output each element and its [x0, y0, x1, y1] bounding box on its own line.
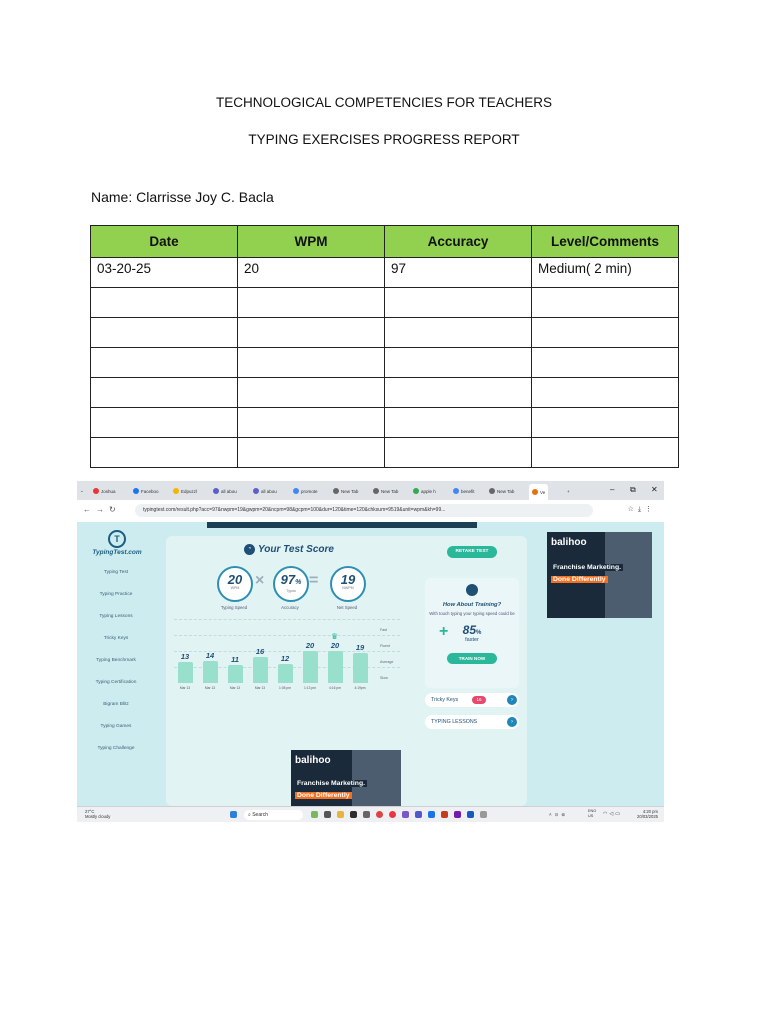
- teams-icon[interactable]: [415, 811, 422, 818]
- sidebar-item[interactable]: Typing Games: [100, 724, 132, 729]
- table-row: [91, 288, 679, 318]
- ad-banner-bottom[interactable]: balihoo Franchise Marketing. Done Differently: [291, 750, 401, 806]
- url-field[interactable]: typingtest.com/result.php?acc=97&nwpm=19&gwpm=20&ncpm=98&gcpm=100&dur=120&time=120&chksum=9519&unit=wpm&kh=99...: [135, 504, 593, 517]
- grid-line: [174, 619, 400, 620]
- document-subtitle: TYPING EXERCISES PROGRESS REPORT: [248, 132, 520, 147]
- bar-value-label: 12: [280, 653, 290, 663]
- arrow-right-icon: ›: [507, 695, 517, 705]
- arrow-right-icon: ›: [507, 717, 517, 727]
- table-header-row: [91, 226, 679, 258]
- table-cell: [91, 348, 238, 378]
- table-row: [91, 348, 679, 378]
- chrome-icon[interactable]: [389, 811, 396, 818]
- folder-icon[interactable]: [337, 811, 344, 818]
- x-tick-label: 4:16 pm: [329, 686, 341, 690]
- sidebar-item[interactable]: Typing Challenge: [97, 746, 135, 751]
- x-tick-label: Mar 13: [254, 686, 266, 690]
- x-tick-label: 4:19pm: [354, 686, 366, 690]
- taskbar-search[interactable]: ⌕ Search: [244, 810, 303, 820]
- favicon-icon: [293, 488, 299, 494]
- onenote-icon[interactable]: [454, 811, 461, 818]
- tab-list-icon[interactable]: ⌄: [80, 488, 84, 493]
- net-speed-circle: 19 NWPM: [330, 566, 366, 602]
- favicon-icon: [93, 488, 99, 494]
- powerpoint-icon[interactable]: [441, 811, 448, 818]
- wifi-volume-battery-icon[interactable]: ◠◁▭: [603, 811, 622, 817]
- table-cell: [238, 318, 385, 348]
- progress-table: [90, 225, 679, 468]
- x-tick-label: 1:13 pm: [304, 686, 316, 690]
- browser-tab[interactable]: New Tab: [333, 485, 358, 497]
- chart-bar: [253, 657, 268, 683]
- browser-tab[interactable]: Joshua: [93, 485, 116, 497]
- table-cell: [91, 318, 238, 348]
- bar-value-label: 11: [231, 655, 239, 665]
- table-cell: [385, 438, 532, 468]
- retake-test-button[interactable]: RETAKE TEST: [447, 546, 497, 558]
- train-now-button[interactable]: TRAIN NOW: [447, 653, 497, 664]
- sidebar-item[interactable]: Typing Benchmark: [96, 658, 136, 663]
- taskbar-app-icon[interactable]: [402, 811, 409, 818]
- browser-tab[interactable]: benefit: [453, 485, 475, 497]
- typing-speed-circle: 20 WPM: [217, 566, 253, 602]
- taskbar-app-icon[interactable]: [480, 811, 487, 818]
- sidebar-item[interactable]: Typing Test: [103, 570, 129, 575]
- tricky-keys-link[interactable]: Tricky Keys 16 ›: [425, 693, 519, 707]
- table-cell: 97: [385, 258, 532, 288]
- header-accuracy: Accuracy: [385, 226, 532, 258]
- taskbar: [77, 806, 664, 822]
- toolbar-icons[interactable]: ☆⤓⋮: [627, 506, 656, 513]
- taskbar-app-icon[interactable]: [350, 811, 357, 818]
- chrome-icon[interactable]: [376, 811, 383, 818]
- chart-bar: [353, 653, 368, 683]
- table-cell: [532, 408, 679, 438]
- bar-value-label: 20: [330, 641, 340, 650]
- table-cell: [238, 348, 385, 378]
- chart-bar: [228, 665, 243, 683]
- favicon-icon: [413, 488, 419, 494]
- favicon-icon: [333, 488, 339, 494]
- favicon-icon: [213, 488, 219, 494]
- tab-bar: [77, 481, 664, 500]
- system-tray[interactable]: ˄⊙⊚: [549, 812, 569, 817]
- x-tick-label: 1:08 pm: [279, 686, 291, 690]
- accuracy-label: Accuracy: [281, 605, 299, 610]
- student-name: Name: Clarrisse Joy C. Bacla: [91, 189, 274, 205]
- level-label: Slow: [380, 676, 388, 680]
- bar-value-label: 13: [180, 652, 190, 662]
- typing-speed-label: Typing Speed: [220, 605, 248, 610]
- favicon-icon: [453, 488, 459, 494]
- table-cell: 03-20-25: [91, 258, 238, 288]
- table-cell: [532, 438, 679, 468]
- chart-bar: [278, 664, 293, 683]
- bar-value-label: 16: [255, 647, 265, 657]
- chart-bar: [178, 662, 193, 683]
- table-row: [91, 318, 679, 348]
- close-icon[interactable]: ✕: [651, 485, 658, 494]
- table-cell: [238, 378, 385, 408]
- outlook-icon[interactable]: [428, 811, 435, 818]
- level-label: Fluent: [380, 644, 390, 648]
- browser-tab[interactable]: all abou: [253, 485, 277, 497]
- table-row: [91, 258, 679, 288]
- table-row: [91, 378, 679, 408]
- table-row: [91, 438, 679, 468]
- nav-buttons[interactable]: ←→↻: [83, 505, 121, 514]
- taskbar-app-icon[interactable]: [324, 811, 331, 818]
- grid-line: [174, 635, 400, 636]
- weather-widget[interactable]: 27°C Mostly cloudy: [85, 809, 111, 819]
- header-wpm: WPM: [238, 226, 385, 258]
- plus-icon: +: [439, 623, 449, 640]
- header-strip: [207, 522, 477, 528]
- chart-bar: [203, 661, 218, 683]
- equals-icon: =: [309, 572, 319, 589]
- browser-tab[interactable]: New Tab: [489, 485, 514, 497]
- table-cell: [91, 438, 238, 468]
- tricky-keys-badge: 16: [472, 696, 486, 704]
- bar-value-label: 19: [355, 642, 365, 652]
- taskbar-app-icon[interactable]: [363, 811, 370, 818]
- new-tab-icon[interactable]: +: [567, 488, 570, 494]
- table-cell: [238, 408, 385, 438]
- document-title: TECHNOLOGICAL COMPETENCIES FOR TEACHERS: [215, 95, 553, 110]
- browser-tab[interactable]: New Tab: [373, 485, 398, 497]
- restore-icon[interactable]: ⧉: [630, 485, 636, 494]
- table-cell: [532, 348, 679, 378]
- x-tick-label: Mar 13: [179, 686, 191, 690]
- browser-tab[interactable]: all abou: [213, 485, 237, 497]
- level-label: Fast: [380, 628, 387, 632]
- table-cell: [385, 318, 532, 348]
- table-cell: [385, 348, 532, 378]
- browser-screenshot: [77, 481, 664, 822]
- accuracy-circle: 97% Typos: [273, 566, 309, 602]
- table-cell: [385, 288, 532, 318]
- minimize-icon[interactable]: –: [610, 485, 615, 494]
- x-tick-label: Mar 13: [204, 686, 216, 690]
- browser-tab[interactable]: Edpuzzl: [173, 485, 197, 497]
- browser-tab[interactable]: Ve: [529, 484, 548, 500]
- favicon-icon: [532, 489, 538, 495]
- training-card: How About Training? With touch typing your typing speed could be + 85% faster TRAIN NOW: [425, 578, 519, 688]
- table-cell: [532, 378, 679, 408]
- score-title: ◔ Your Test Score: [244, 544, 334, 555]
- favicon-icon: [133, 488, 139, 494]
- wpm-history-chart: [174, 619, 400, 707]
- favicon-icon: [253, 488, 259, 494]
- table-cell: [91, 408, 238, 438]
- sidebar-item[interactable]: Typing Lessons: [99, 614, 133, 619]
- windows-start-icon[interactable]: [230, 811, 237, 818]
- word-icon[interactable]: [467, 811, 474, 818]
- sidebar-item[interactable]: Tricky Keys: [103, 636, 129, 641]
- chart-bar: [303, 651, 318, 683]
- level-label: Average: [380, 660, 394, 664]
- speedometer-icon: ◔: [244, 544, 255, 555]
- browser-tab[interactable]: promote: [293, 485, 318, 497]
- table-row: [91, 408, 679, 438]
- table-cell: [91, 378, 238, 408]
- bar-value-label: 20: [305, 641, 315, 650]
- table-cell: Medium( 2 min): [532, 258, 679, 288]
- taskbar-app-icon[interactable]: [311, 811, 318, 818]
- table-cell: [532, 288, 679, 318]
- header-date: Date: [91, 226, 238, 258]
- favicon-icon: [489, 488, 495, 494]
- browser-tab[interactable]: apple h: [413, 485, 436, 497]
- sidebar-item[interactable]: Typing Certification: [95, 680, 137, 685]
- language-indicator[interactable]: ENG US: [588, 809, 597, 818]
- typing-lessons-link[interactable]: TYPING LESSONS ›: [425, 715, 519, 729]
- header-level-comments: Level/Comments: [532, 226, 679, 258]
- table-cell: [91, 288, 238, 318]
- bar-value-label: 14: [205, 650, 215, 660]
- browser-tab[interactable]: Faceboo: [133, 485, 159, 497]
- lightbulb-icon: [466, 584, 478, 596]
- table-cell: [385, 408, 532, 438]
- ad-banner-right[interactable]: balihoo Franchise Marketing. Done Differently: [547, 532, 652, 618]
- table-cell: [238, 288, 385, 318]
- times-icon: ×: [255, 572, 265, 589]
- table-cell: [238, 438, 385, 468]
- keyboard-t-icon: T: [108, 530, 126, 548]
- favicon-icon: [373, 488, 379, 494]
- table-cell: [532, 318, 679, 348]
- sidebar-item[interactable]: Typing Practice: [99, 592, 133, 597]
- crown-icon: ♛: [331, 632, 339, 641]
- sidebar-item[interactable]: Bigram Blitz: [103, 702, 129, 707]
- table-cell: 20: [238, 258, 385, 288]
- typingtest-page: [77, 522, 664, 806]
- logo[interactable]: T TypingTest.com: [87, 530, 147, 556]
- x-tick-label: Mar 13: [229, 686, 241, 690]
- address-bar: [77, 500, 664, 523]
- net-speed-label: Net Speed: [336, 605, 358, 610]
- table-cell: [385, 378, 532, 408]
- chart-bar: [328, 651, 343, 683]
- favicon-icon: [173, 488, 179, 494]
- clock[interactable]: 4:20 pm 20/03/2025: [637, 809, 658, 819]
